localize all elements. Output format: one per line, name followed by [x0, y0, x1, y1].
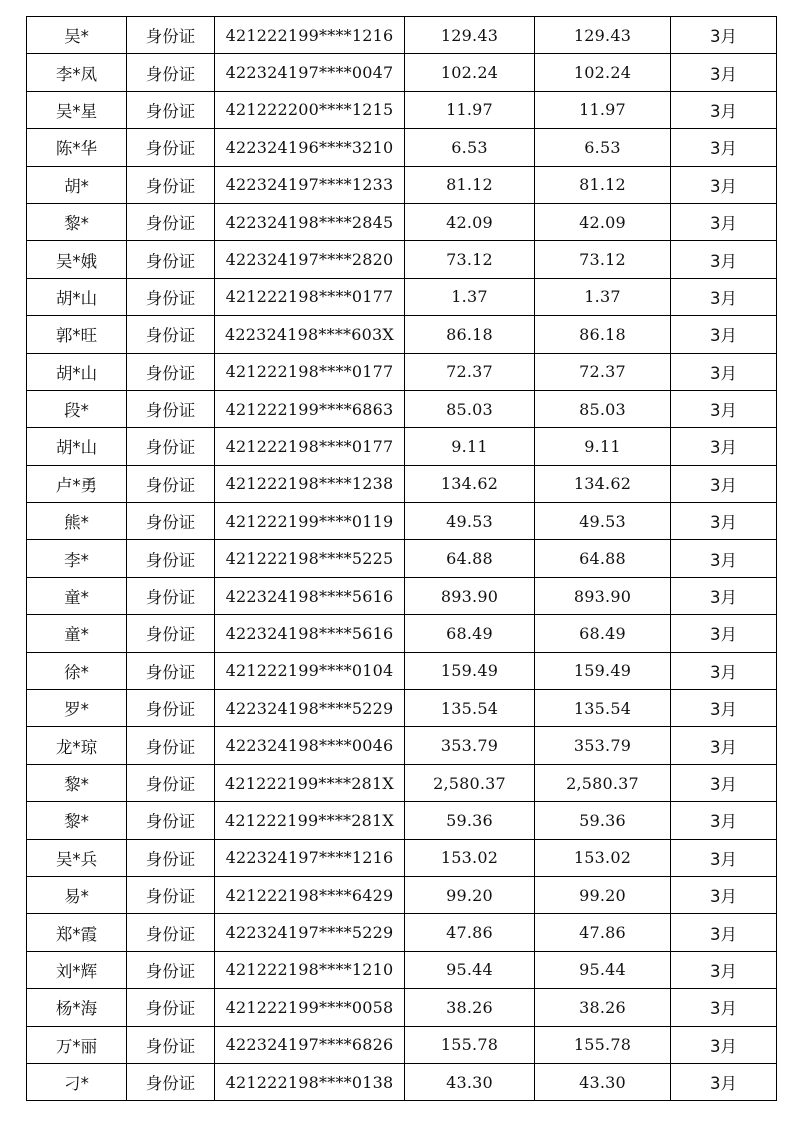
cell-id-number: 421222198****0177 — [215, 428, 405, 465]
cell-period: 3月 — [671, 652, 777, 689]
table-row — [27, 951, 777, 988]
cell-amount-1: 81.12 — [405, 166, 535, 203]
cell-amount-1: 73.12 — [405, 241, 535, 278]
cell-period: 3月 — [671, 166, 777, 203]
cell-name: 段* — [27, 390, 127, 427]
cell-id-type: 身份证 — [127, 203, 215, 240]
cell-amount-2: 159.49 — [535, 652, 671, 689]
cell-amount-1: 68.49 — [405, 615, 535, 652]
cell-amount-2: 9.11 — [535, 428, 671, 465]
cell-amount-2: 129.43 — [535, 17, 671, 54]
cell-amount-1: 2,580.37 — [405, 764, 535, 801]
cell-amount-1: 72.37 — [405, 353, 535, 390]
cell-amount-1: 129.43 — [405, 17, 535, 54]
records-table-body — [27, 17, 777, 1101]
cell-amount-2: 134.62 — [535, 465, 671, 502]
cell-amount-1: 49.53 — [405, 503, 535, 540]
cell-name: 李*凤 — [27, 54, 127, 91]
cell-period: 3月 — [671, 839, 777, 876]
records-table — [26, 16, 777, 1101]
cell-id-type: 身份证 — [127, 951, 215, 988]
cell-amount-2: 38.26 — [535, 989, 671, 1026]
cell-period: 3月 — [671, 690, 777, 727]
cell-id-type: 身份证 — [127, 91, 215, 128]
cell-amount-1: 159.49 — [405, 652, 535, 689]
cell-id-number: 421222198****6429 — [215, 876, 405, 913]
cell-name: 龙*琼 — [27, 727, 127, 764]
table-row — [27, 428, 777, 465]
cell-amount-2: 11.97 — [535, 91, 671, 128]
cell-name: 郑*霞 — [27, 914, 127, 951]
cell-amount-2: 95.44 — [535, 951, 671, 988]
cell-amount-1: 43.30 — [405, 1063, 535, 1100]
table-row — [27, 54, 777, 91]
cell-name: 吴* — [27, 17, 127, 54]
cell-id-type: 身份证 — [127, 353, 215, 390]
cell-amount-1: 99.20 — [405, 876, 535, 913]
document-page — [26, 16, 777, 1101]
cell-amount-1: 64.88 — [405, 540, 535, 577]
cell-id-number: 422324197****6826 — [215, 1026, 405, 1063]
cell-period: 3月 — [671, 503, 777, 540]
cell-id-number: 422324198****0046 — [215, 727, 405, 764]
cell-name: 郭*旺 — [27, 316, 127, 353]
cell-amount-1: 42.09 — [405, 203, 535, 240]
cell-name: 童* — [27, 577, 127, 614]
table-row — [27, 802, 777, 839]
table-row — [27, 129, 777, 166]
cell-amount-1: 47.86 — [405, 914, 535, 951]
cell-id-type: 身份证 — [127, 652, 215, 689]
cell-amount-1: 86.18 — [405, 316, 535, 353]
table-row — [27, 353, 777, 390]
cell-amount-1: 38.26 — [405, 989, 535, 1026]
cell-id-number: 422324197****1233 — [215, 166, 405, 203]
cell-period: 3月 — [671, 1063, 777, 1100]
cell-id-number: 422324198****5229 — [215, 690, 405, 727]
cell-id-number: 422324197****2820 — [215, 241, 405, 278]
cell-id-type: 身份证 — [127, 802, 215, 839]
cell-name: 万*丽 — [27, 1026, 127, 1063]
cell-id-number: 421222199****0058 — [215, 989, 405, 1026]
table-row — [27, 914, 777, 951]
cell-period: 3月 — [671, 17, 777, 54]
cell-amount-2: 893.90 — [535, 577, 671, 614]
cell-amount-1: 6.53 — [405, 129, 535, 166]
cell-id-number: 422324197****5229 — [215, 914, 405, 951]
cell-id-number: 421222198****0138 — [215, 1063, 405, 1100]
cell-period: 3月 — [671, 428, 777, 465]
cell-period: 3月 — [671, 203, 777, 240]
cell-amount-2: 81.12 — [535, 166, 671, 203]
cell-amount-1: 9.11 — [405, 428, 535, 465]
cell-period: 3月 — [671, 876, 777, 913]
cell-name: 黎* — [27, 802, 127, 839]
cell-name: 胡*山 — [27, 428, 127, 465]
cell-id-type: 身份证 — [127, 690, 215, 727]
cell-name: 黎* — [27, 764, 127, 801]
cell-amount-2: 47.86 — [535, 914, 671, 951]
cell-period: 3月 — [671, 54, 777, 91]
cell-id-type: 身份证 — [127, 278, 215, 315]
cell-id-type: 身份证 — [127, 540, 215, 577]
cell-id-number: 422324198****603X — [215, 316, 405, 353]
cell-id-number: 421222199****0104 — [215, 652, 405, 689]
cell-name: 李* — [27, 540, 127, 577]
cell-period: 3月 — [671, 727, 777, 764]
cell-id-number: 421222198****1210 — [215, 951, 405, 988]
cell-id-type: 身份证 — [127, 839, 215, 876]
cell-name: 胡*山 — [27, 353, 127, 390]
cell-id-type: 身份证 — [127, 465, 215, 502]
cell-amount-2: 72.37 — [535, 353, 671, 390]
cell-id-type: 身份证 — [127, 1026, 215, 1063]
cell-amount-1: 353.79 — [405, 727, 535, 764]
cell-id-number: 421222198****0177 — [215, 278, 405, 315]
cell-id-number: 421222198****5225 — [215, 540, 405, 577]
cell-name: 胡* — [27, 166, 127, 203]
table-row — [27, 203, 777, 240]
cell-id-number: 422324197****0047 — [215, 54, 405, 91]
table-row — [27, 989, 777, 1026]
table-row — [27, 465, 777, 502]
cell-amount-1: 85.03 — [405, 390, 535, 427]
cell-period: 3月 — [671, 316, 777, 353]
table-row — [27, 1063, 777, 1100]
table-row — [27, 316, 777, 353]
cell-id-type: 身份证 — [127, 989, 215, 1026]
cell-period: 3月 — [671, 914, 777, 951]
cell-period: 3月 — [671, 764, 777, 801]
cell-amount-1: 134.62 — [405, 465, 535, 502]
table-row — [27, 839, 777, 876]
cell-id-number: 421222199****281X — [215, 764, 405, 801]
cell-id-type: 身份证 — [127, 166, 215, 203]
cell-amount-1: 135.54 — [405, 690, 535, 727]
table-row — [27, 876, 777, 913]
table-row — [27, 17, 777, 54]
cell-id-type: 身份证 — [127, 428, 215, 465]
cell-amount-2: 42.09 — [535, 203, 671, 240]
table-row — [27, 652, 777, 689]
cell-amount-2: 2,580.37 — [535, 764, 671, 801]
cell-name: 胡*山 — [27, 278, 127, 315]
cell-amount-2: 102.24 — [535, 54, 671, 91]
cell-amount-1: 59.36 — [405, 802, 535, 839]
cell-amount-2: 43.30 — [535, 1063, 671, 1100]
cell-id-number: 422324197****1216 — [215, 839, 405, 876]
cell-amount-1: 95.44 — [405, 951, 535, 988]
cell-id-number: 422324198****5616 — [215, 615, 405, 652]
cell-id-number: 421222198****1238 — [215, 465, 405, 502]
cell-period: 3月 — [671, 615, 777, 652]
cell-period: 3月 — [671, 802, 777, 839]
table-row — [27, 1026, 777, 1063]
cell-amount-2: 86.18 — [535, 316, 671, 353]
cell-id-number: 422324196****3210 — [215, 129, 405, 166]
cell-period: 3月 — [671, 241, 777, 278]
cell-period: 3月 — [671, 129, 777, 166]
cell-id-type: 身份证 — [127, 615, 215, 652]
table-row — [27, 278, 777, 315]
cell-name: 吴*娥 — [27, 241, 127, 278]
cell-name: 刁* — [27, 1063, 127, 1100]
cell-amount-1: 1.37 — [405, 278, 535, 315]
cell-amount-2: 85.03 — [535, 390, 671, 427]
cell-amount-1: 155.78 — [405, 1026, 535, 1063]
cell-id-type: 身份证 — [127, 727, 215, 764]
cell-name: 黎* — [27, 203, 127, 240]
cell-id-type: 身份证 — [127, 17, 215, 54]
table-row — [27, 540, 777, 577]
cell-id-number: 421222198****0177 — [215, 353, 405, 390]
cell-amount-2: 155.78 — [535, 1026, 671, 1063]
cell-amount-2: 6.53 — [535, 129, 671, 166]
cell-name: 杨*海 — [27, 989, 127, 1026]
cell-amount-2: 1.37 — [535, 278, 671, 315]
cell-id-number: 421222200****1215 — [215, 91, 405, 128]
cell-id-type: 身份证 — [127, 1063, 215, 1100]
cell-id-type: 身份证 — [127, 577, 215, 614]
cell-name: 陈*华 — [27, 129, 127, 166]
cell-period: 3月 — [671, 577, 777, 614]
cell-name: 熊* — [27, 503, 127, 540]
cell-amount-2: 99.20 — [535, 876, 671, 913]
cell-id-number: 421222199****281X — [215, 802, 405, 839]
cell-name: 吴*星 — [27, 91, 127, 128]
cell-amount-2: 49.53 — [535, 503, 671, 540]
cell-name: 卢*勇 — [27, 465, 127, 502]
table-row — [27, 764, 777, 801]
cell-period: 3月 — [671, 353, 777, 390]
cell-amount-2: 68.49 — [535, 615, 671, 652]
table-row — [27, 503, 777, 540]
table-row — [27, 615, 777, 652]
cell-period: 3月 — [671, 390, 777, 427]
cell-period: 3月 — [671, 989, 777, 1026]
cell-amount-1: 153.02 — [405, 839, 535, 876]
cell-name: 易* — [27, 876, 127, 913]
cell-amount-1: 893.90 — [405, 577, 535, 614]
table-row — [27, 241, 777, 278]
cell-amount-1: 11.97 — [405, 91, 535, 128]
cell-id-type: 身份证 — [127, 503, 215, 540]
table-row — [27, 91, 777, 128]
cell-id-number: 421222199****1216 — [215, 17, 405, 54]
table-row — [27, 690, 777, 727]
cell-period: 3月 — [671, 1026, 777, 1063]
cell-id-number: 421222199****6863 — [215, 390, 405, 427]
cell-amount-2: 64.88 — [535, 540, 671, 577]
cell-name: 童* — [27, 615, 127, 652]
cell-amount-1: 102.24 — [405, 54, 535, 91]
cell-id-type: 身份证 — [127, 914, 215, 951]
cell-amount-2: 59.36 — [535, 802, 671, 839]
cell-amount-2: 153.02 — [535, 839, 671, 876]
cell-id-type: 身份证 — [127, 241, 215, 278]
cell-id-type: 身份证 — [127, 764, 215, 801]
cell-period: 3月 — [671, 540, 777, 577]
cell-amount-2: 353.79 — [535, 727, 671, 764]
cell-id-type: 身份证 — [127, 129, 215, 166]
cell-name: 徐* — [27, 652, 127, 689]
table-row — [27, 390, 777, 427]
cell-name: 刘*辉 — [27, 951, 127, 988]
table-row — [27, 166, 777, 203]
table-row — [27, 577, 777, 614]
cell-id-number: 422324198****5616 — [215, 577, 405, 614]
table-row — [27, 727, 777, 764]
cell-name: 吴*兵 — [27, 839, 127, 876]
cell-name: 罗* — [27, 690, 127, 727]
cell-id-type: 身份证 — [127, 390, 215, 427]
cell-period: 3月 — [671, 465, 777, 502]
cell-amount-2: 135.54 — [535, 690, 671, 727]
cell-id-number: 421222199****0119 — [215, 503, 405, 540]
cell-period: 3月 — [671, 951, 777, 988]
cell-period: 3月 — [671, 278, 777, 315]
cell-id-type: 身份证 — [127, 876, 215, 913]
cell-amount-2: 73.12 — [535, 241, 671, 278]
cell-id-type: 身份证 — [127, 54, 215, 91]
cell-id-number: 422324198****2845 — [215, 203, 405, 240]
cell-id-type: 身份证 — [127, 316, 215, 353]
cell-period: 3月 — [671, 91, 777, 128]
